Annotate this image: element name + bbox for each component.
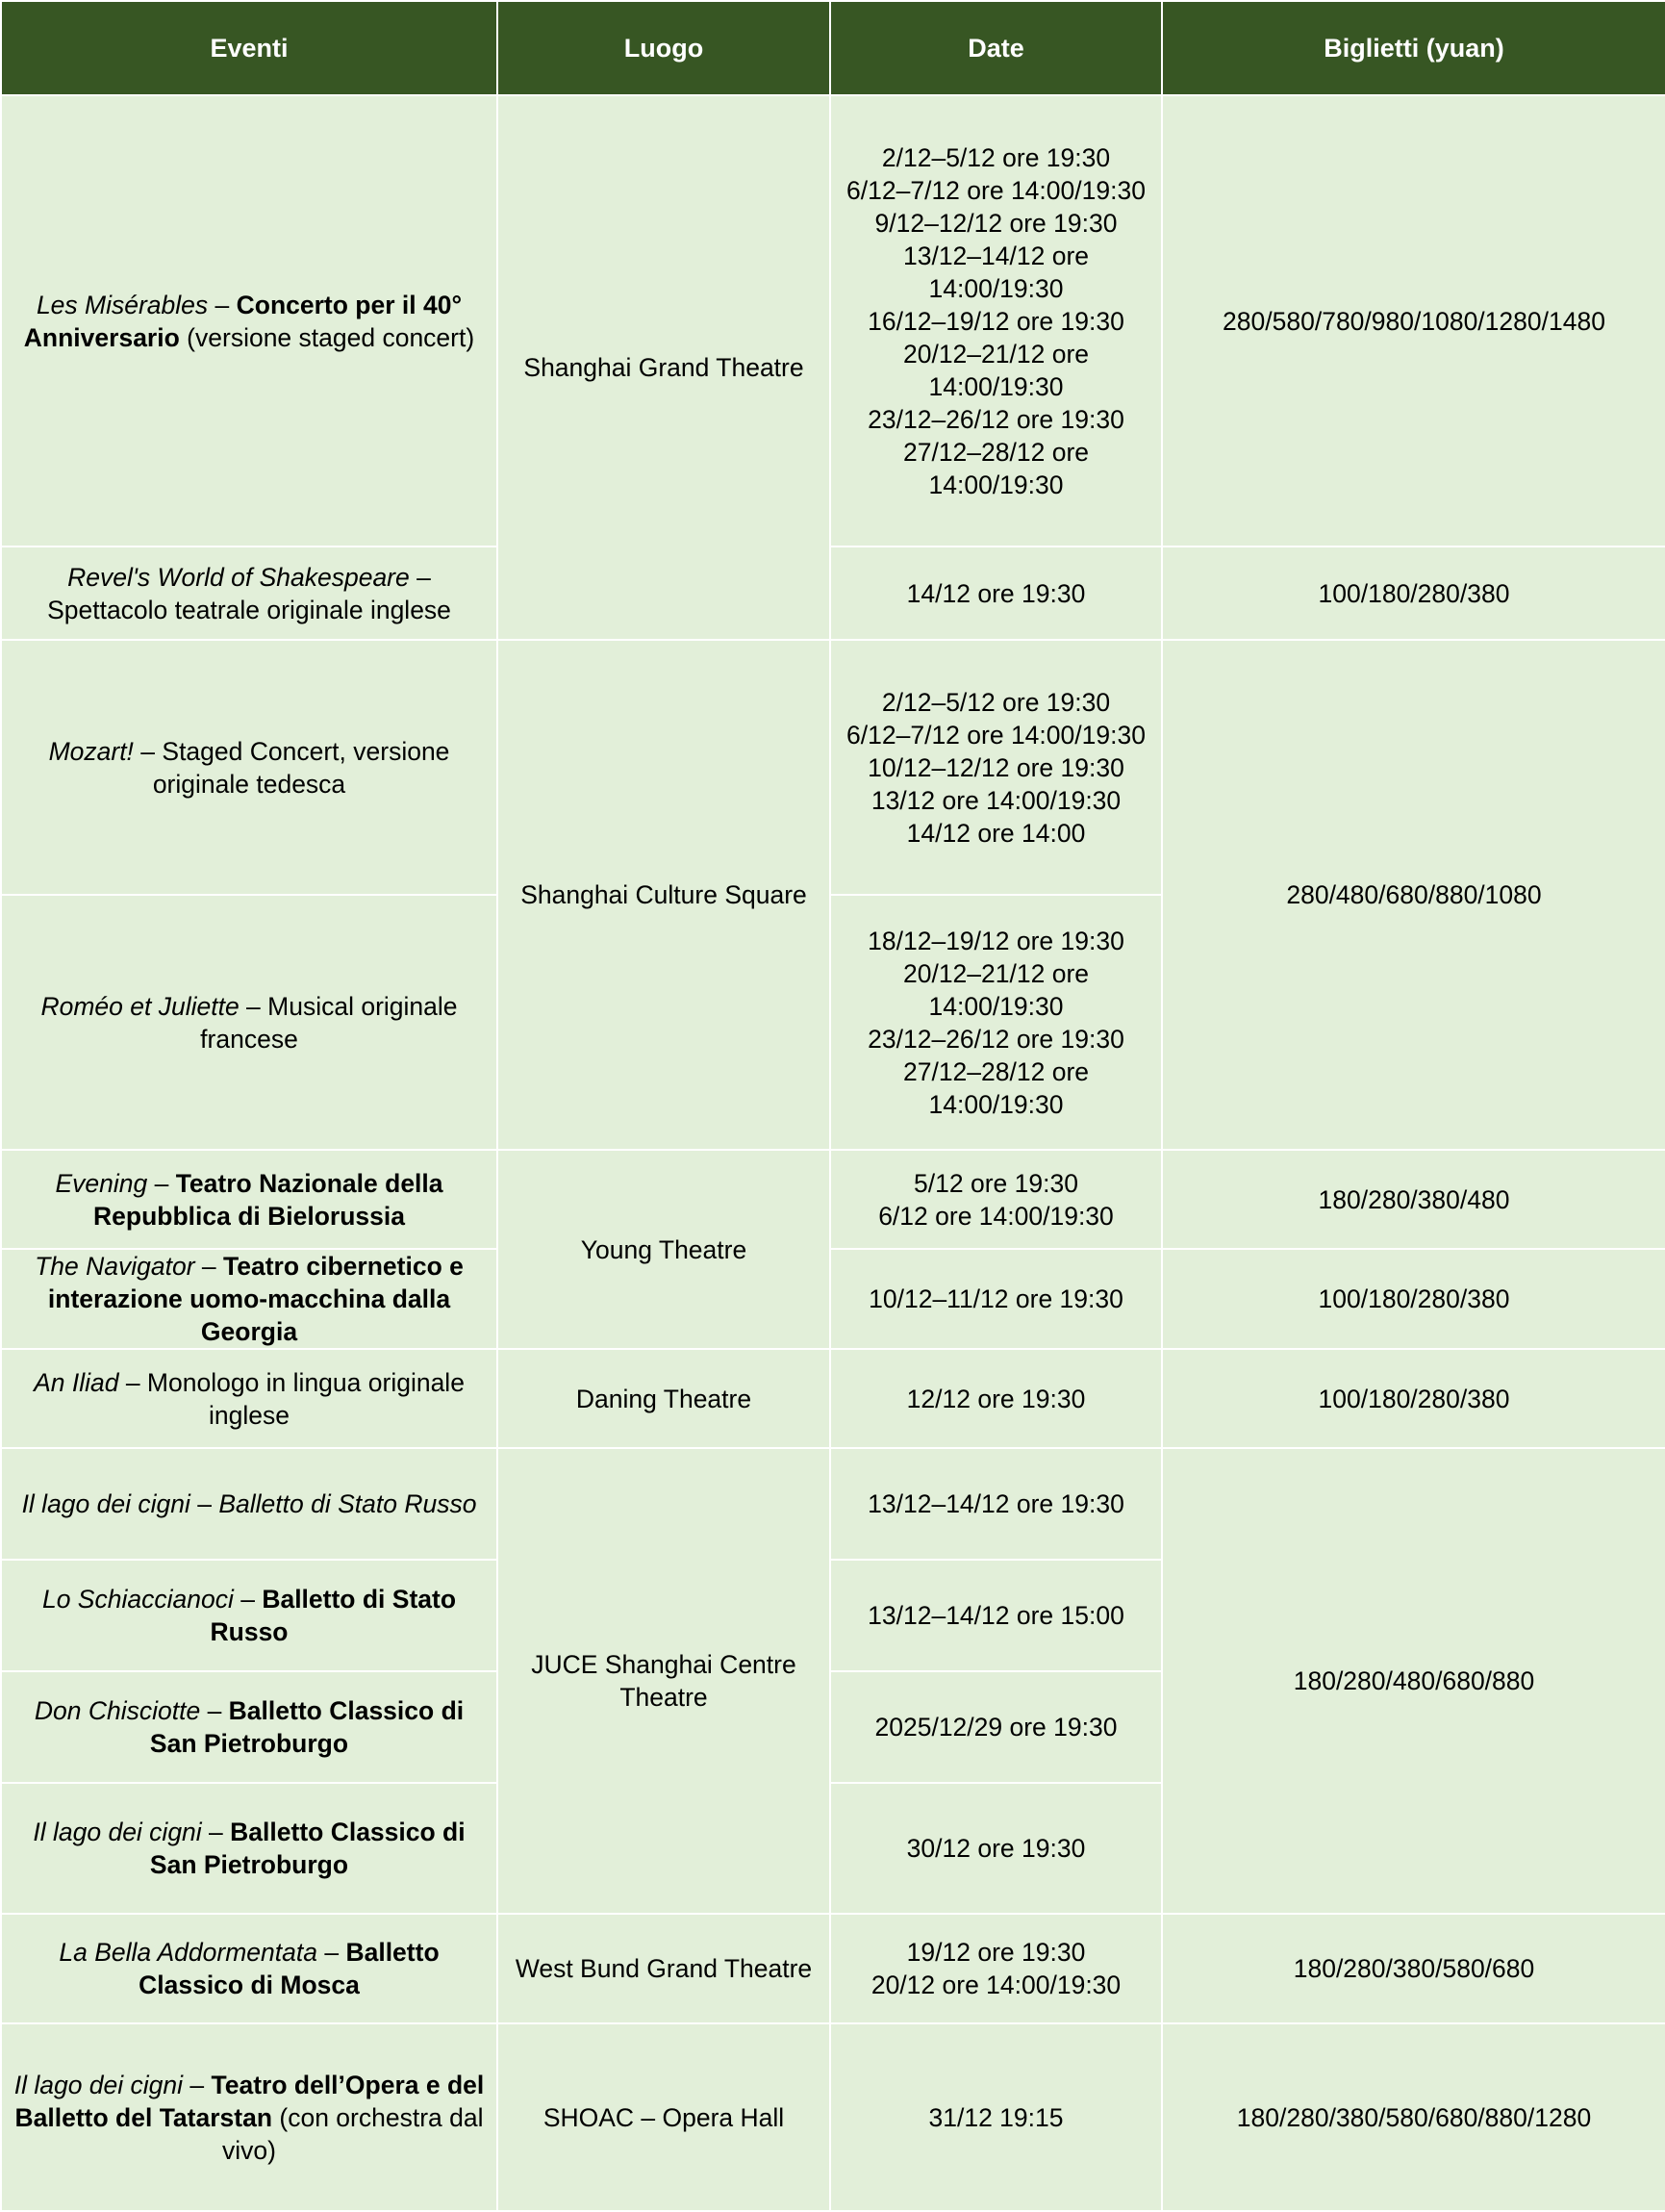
- venue-cell: Shanghai Culture Square: [497, 640, 830, 1150]
- date-line: 31/12 19:15: [928, 2102, 1064, 2132]
- date-line: 2025/12/29 ore 19:30: [874, 1713, 1118, 1742]
- date-line: 2/12–5/12 ore 19:30: [881, 142, 1111, 172]
- date-line: 20/12–21/12 ore 14:00/19:30: [902, 339, 1090, 401]
- dates-cell: [830, 895, 1162, 1150]
- event-description: Monologo in lingua originale inglese: [146, 1367, 465, 1430]
- date-line: 10/12–12/12 ore 19:30: [868, 752, 1124, 782]
- event-cell: Il lago dei cigni – Balletto Classico di San Pietroburgo: [1, 1783, 497, 1914]
- date-line: 13/12 ore 14:00/19:30: [870, 785, 1122, 815]
- event-title: Les Misérables: [36, 290, 209, 319]
- date-line: 23/12–26/12 ore 19:30: [868, 1024, 1124, 1054]
- tickets-cell: 100/180/280/380: [1162, 1249, 1665, 1349]
- header-row: [1, 1, 1665, 95]
- header-tickets: Biglietti (yuan): [1162, 1, 1665, 95]
- date-line: 12/12 ore 19:30: [906, 1384, 1086, 1413]
- date-line: 13/12–14/12 ore 19:30: [868, 1489, 1124, 1518]
- event-cell: La Bella Addormentata – Balletto Classico di Mosca: [1, 1914, 497, 2023]
- tickets-cell: 180/280/380/480: [1162, 1150, 1665, 1249]
- event-cell: The Navigator – Teatro cibernetico e interazione uomo-macchina dalla Georgia: [1, 1249, 497, 1349]
- table-row: [1, 1150, 1665, 1249]
- date-line: 10/12–11/12 ore 19:30: [869, 1284, 1123, 1313]
- dates-cell: [830, 1249, 1162, 1349]
- venue-cell: SHOAC – Opera Hall: [497, 2023, 830, 2211]
- table-row: [1, 640, 1665, 895]
- event-description: Teatro dell’Opera e del Balletto del Tatarstan: [14, 2070, 485, 2132]
- event-title: An Iliad: [34, 1367, 119, 1397]
- date-line: 6/12 ore 14:00/19:30: [878, 1201, 1114, 1231]
- event-cell: Lo Schiaccianoci – Balletto di Stato Russo: [1, 1560, 497, 1671]
- header-events: Eventi: [1, 1, 497, 95]
- dates-cell: [830, 95, 1162, 547]
- dates-cell: [830, 547, 1162, 640]
- date-line: 13/12–14/12 ore 14:00/19:30: [902, 241, 1090, 303]
- tickets-cell: 280/480/680/880/1080: [1162, 640, 1665, 1150]
- tickets-cell: 180/280/380/580/680: [1162, 1914, 1665, 2023]
- venue-cell: Young Theatre: [497, 1150, 830, 1349]
- table-row: [1, 547, 1665, 640]
- venue-cell: JUCE Shanghai Centre Theatre: [497, 1448, 830, 1914]
- event-note: (con orchestra dal vivo): [222, 2102, 484, 2165]
- date-line: 2/12–5/12 ore 19:30: [881, 687, 1111, 717]
- event-cell: An Iliad – Monologo in lingua originale inglese: [1, 1349, 497, 1448]
- event-description: Balletto Classico di San Pietroburgo: [149, 1818, 466, 1879]
- date-line: 20/12–21/12 ore 14:00/19:30: [902, 958, 1090, 1021]
- date-line: 9/12–12/12 ore 19:30: [874, 208, 1118, 238]
- venue-cell: Shanghai Grand Theatre: [497, 95, 830, 640]
- dates-cell: [830, 1560, 1162, 1671]
- date-line: 19/12 ore 19:30: [906, 1938, 1086, 1967]
- venue-cell: Daning Theatre: [497, 1349, 830, 1448]
- table-row: [1, 1249, 1665, 1349]
- date-line: 23/12–26/12 ore 19:30: [868, 404, 1124, 434]
- header-dates: Date: [830, 1, 1162, 95]
- event-title: Evening: [55, 1168, 148, 1198]
- event-cell: Evening – Teatro Nazionale della Repubblica di Bielorussia: [1, 1150, 497, 1249]
- event-cell: Revel's World of Shakespeare – Spettacolo teatrale originale inglese: [1, 547, 497, 640]
- event-title: Il lago dei cigni: [21, 1489, 190, 1518]
- event-title: Don Chisciotte: [34, 1696, 201, 1725]
- event-title: Revel's World of Shakespeare: [67, 562, 410, 592]
- event-title: La Bella Addormentata: [59, 1938, 317, 1967]
- event-description: Balletto Classico di Mosca: [139, 1938, 440, 1999]
- date-line: 27/12–28/12 ore 14:00/19:30: [902, 437, 1090, 499]
- event-cell: Il lago dei cigni – Balletto di Stato Russo: [1, 1448, 497, 1560]
- event-description: Balletto di Stato Russo: [218, 1489, 477, 1518]
- date-line: 16/12–19/12 ore 19:30: [868, 306, 1124, 336]
- tickets-cell: 180/280/380/580/680/880/1280: [1162, 2023, 1665, 2211]
- event-cell: Les Misérables – Concerto per il 40° Anniversario (versione staged concert): [1, 95, 497, 547]
- tickets-cell: 100/180/280/380: [1162, 547, 1665, 640]
- table-row: [1, 1349, 1665, 1448]
- event-title: Lo Schiaccianoci: [41, 1585, 234, 1614]
- event-title: Mozart!: [48, 736, 134, 766]
- date-line: 14/12 ore 14:00: [906, 818, 1086, 848]
- event-description: Balletto di Stato Russo: [210, 1585, 457, 1646]
- date-line: 18/12–19/12 ore 19:30: [868, 926, 1124, 955]
- event-cell: Don Chisciotte – Balletto Classico di San Pietroburgo: [1, 1671, 497, 1783]
- event-cell: Mozart! – Staged Concert, versione originale tedesca: [1, 640, 497, 895]
- dates-cell: [830, 1448, 1162, 1560]
- event-description: Staged Concert, versione originale tedesca: [152, 736, 450, 799]
- tickets-cell: 100/180/280/380: [1162, 1349, 1665, 1448]
- date-line: 6/12–7/12 ore 14:00/19:30: [846, 175, 1146, 205]
- event-description: Musical originale francese: [200, 991, 458, 1054]
- event-title: Il lago dei cigni: [13, 2070, 184, 2099]
- dates-cell: [830, 1349, 1162, 1448]
- table-row: [1, 1914, 1665, 2023]
- date-line: 13/12–14/12 ore 15:00: [868, 1601, 1124, 1630]
- event-title: Roméo et Juliette: [40, 991, 240, 1021]
- event-cell: Roméo et Juliette – Musical originale francese: [1, 895, 497, 1150]
- header-venue: Luogo: [497, 1, 830, 95]
- date-line: 14/12 ore 19:30: [906, 578, 1086, 608]
- dates-cell: [830, 2023, 1162, 2211]
- event-cell: Il lago dei cigni – Teatro dell’Opera e del Balletto del Tatarstan (con orchestra dal vivo): [1, 2023, 497, 2211]
- event-description: Balletto Classico di San Pietroburgo: [149, 1696, 465, 1758]
- event-description: Spettacolo teatrale originale inglese: [47, 595, 451, 624]
- dates-cell: [830, 1914, 1162, 2023]
- dates-cell: [830, 1671, 1162, 1783]
- tickets-cell: 180/280/480/680/880: [1162, 1448, 1665, 1914]
- date-line: 30/12 ore 19:30: [906, 1834, 1086, 1863]
- dates-cell: [830, 640, 1162, 895]
- date-line: 6/12–7/12 ore 14:00/19:30: [846, 720, 1146, 750]
- table-row: [1, 95, 1665, 547]
- event-description: Teatro cibernetico e interazione uomo-macchina dalla Georgia: [47, 1252, 464, 1346]
- date-line: 5/12 ore 19:30: [914, 1168, 1078, 1198]
- event-description: Teatro Nazionale della Repubblica di Bielorussia: [93, 1168, 443, 1231]
- dates-cell: [830, 1150, 1162, 1249]
- table-row: [1, 2023, 1665, 2211]
- table-row: [1, 1448, 1665, 1560]
- event-description: Concerto per il 40° Anniversario: [23, 290, 463, 352]
- date-line: 20/12 ore 14:00/19:30: [870, 1970, 1122, 1999]
- date-line: 27/12–28/12 ore 14:00/19:30: [902, 1056, 1090, 1119]
- event-title: Il lago dei cigni: [33, 1818, 202, 1846]
- tickets-cell: 280/580/780/980/1080/1280/1480: [1162, 95, 1665, 547]
- event-note: (versione staged concert): [179, 322, 475, 352]
- dates-cell: [830, 1783, 1162, 1914]
- event-title: The Navigator: [35, 1252, 195, 1281]
- venue-cell: West Bund Grand Theatre: [497, 1914, 830, 2023]
